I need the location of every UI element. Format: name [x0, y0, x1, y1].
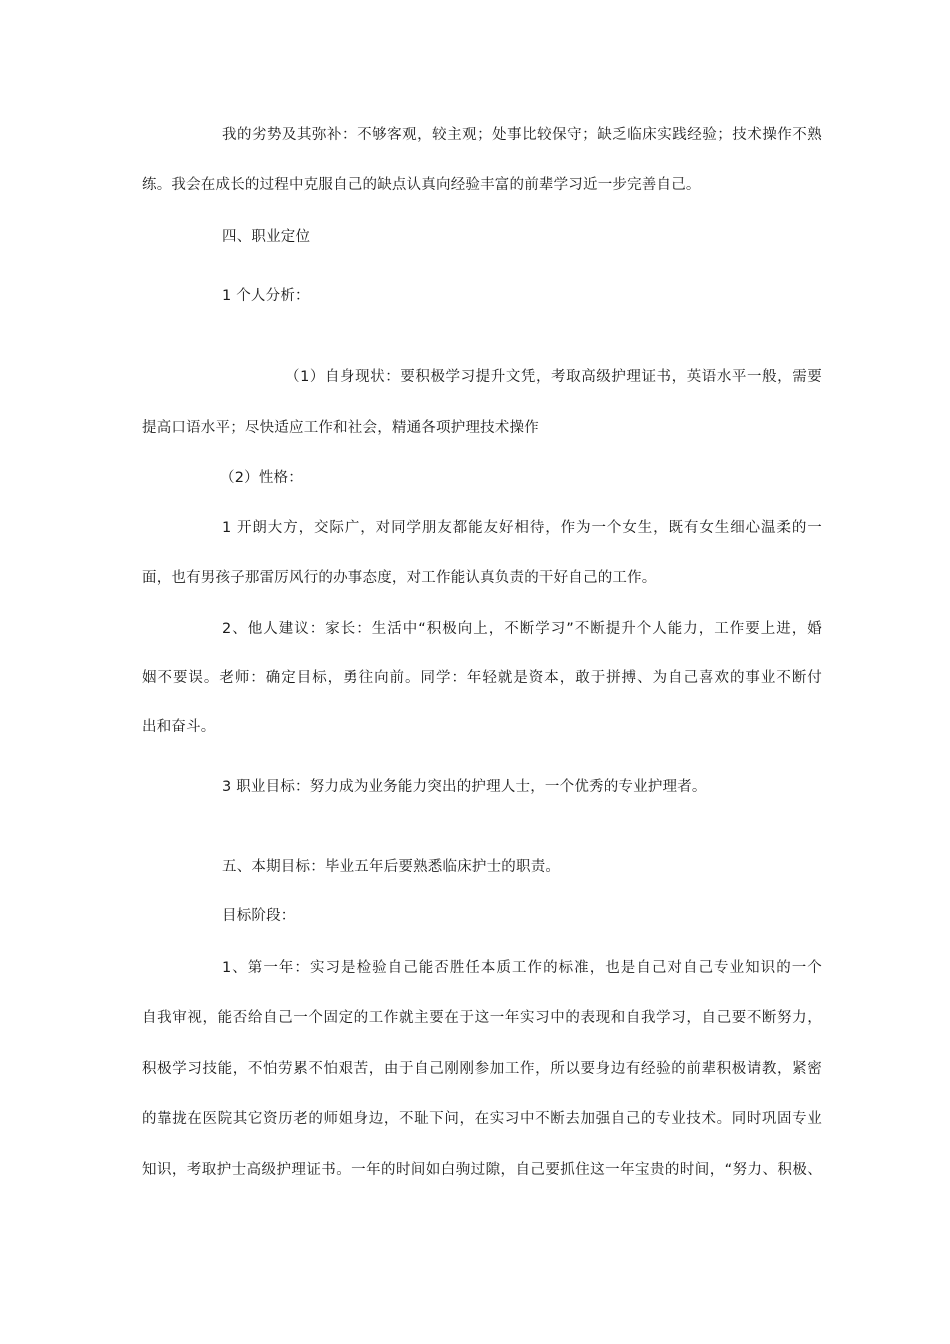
current-status-paragraph-line-2: 提高口语水平；尽快适应工作和社会，精通各项护理技术操作	[142, 420, 539, 436]
section-heading-current-goal: 五、本期目标：毕业五年后要熟悉临床护士的职责。	[222, 859, 561, 875]
subheading-character: （2）性格：	[220, 470, 303, 486]
subheading-personal-analysis: 1 个人分析：	[222, 288, 310, 304]
subheading-goal-stages: 目标阶段：	[222, 908, 296, 924]
weakness-paragraph-line-1: 我的劣势及其弥补：不够客观，较主观；处事比较保守；缺乏临床实践经验；技术操作不熟	[222, 127, 822, 143]
character-paragraph-line-2: 面，也有男孩子那雷厉风行的办事态度，对工作能认真负责的干好自己的工作。	[142, 570, 657, 586]
first-year-paragraph-line-2: 自我审视，能否给自己一个固定的工作就主要在于这一年实习中的表现和自我学习，自己要不断努力，	[142, 1010, 822, 1026]
first-year-paragraph-line-4: 的靠拢在医院其它资历老的师姐身边，不耻下问，在实习中不断去加强自己的专业技术。同时巩固专业	[142, 1111, 822, 1127]
weakness-paragraph-line-2: 练。我会在成长的过程中克服自己的缺点认真向经验丰富的前辈学习近一步完善自己。	[142, 177, 701, 193]
character-paragraph-line-1: 1 开朗大方，交际广，对同学朋友都能友好相待，作为一个女生，既有女生细心温柔的一	[222, 520, 822, 536]
career-goal-paragraph: 3 职业目标：努力成为业务能力突出的护理人士，一个优秀的专业护理者。	[222, 779, 707, 795]
section-heading-career-positioning: 四、职业定位	[222, 229, 311, 245]
advice-paragraph-line-1: 2、他人建议：家长：生活中“积极向上，不断学习”不断提升个人能力，工作要上进，婚	[222, 621, 822, 637]
advice-paragraph-line-2: 姻不要误。老师：确定目标，勇往向前。同学：年轻就是资本，敢于拼搏、为自己喜欢的事业不断付	[142, 670, 822, 686]
advice-paragraph-line-3: 出和奋斗。	[142, 719, 216, 735]
first-year-paragraph-line-1: 1、第一年：实习是检验自己能否胜任本质工作的标准，也是自己对自己专业知识的一个	[222, 960, 822, 976]
first-year-paragraph-line-3: 积极学习技能，不怕劳累不怕艰苦，由于自己刚刚参加工作，所以要身边有经验的前辈积极请教，紧密	[142, 1061, 822, 1077]
current-status-paragraph-line-1: （1）自身现状：要积极学习提升文凭，考取高级护理证书，英语水平一般，需要	[285, 369, 822, 385]
first-year-paragraph-line-5: 知识，考取护士高级护理证书。一年的时间如白驹过隙，自己要抓住这一年宝贵的时间，“努力、积极、	[142, 1162, 822, 1178]
